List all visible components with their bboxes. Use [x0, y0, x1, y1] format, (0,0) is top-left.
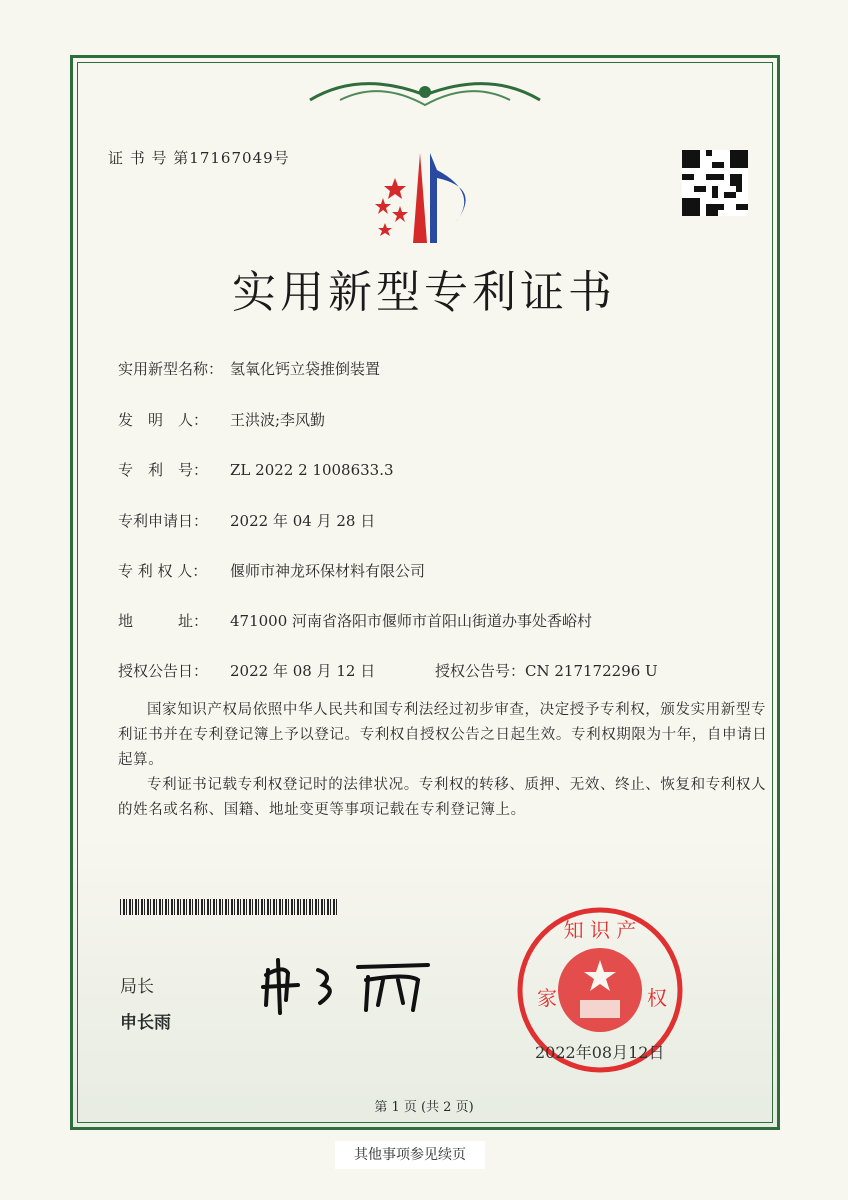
field-inventors	[118, 409, 325, 430]
field-label: 专 利 权 人：	[118, 562, 208, 580]
top-ornament-icon	[300, 70, 550, 110]
legal-statement	[118, 698, 778, 823]
paragraph: 国家知识产权局依照中华人民共和国专利法经过初步审查，决定授予专利权，颁发实用新型专利证书并在专利登记簿上予以登记。专利权自授权公告之日起生效。专利权期限为十年，自申请日起算。	[118, 702, 768, 768]
field-value: 王洪波;李风勤	[230, 411, 326, 429]
field-label: 授权公告号：	[435, 662, 526, 680]
field-value: 2022 年 08 月 12 日	[230, 662, 376, 680]
field-value: CN 217172296 U	[525, 662, 658, 680]
field-utility-model-name	[118, 358, 380, 379]
qr-code-icon	[682, 150, 748, 216]
field-label: 地 址：	[118, 612, 209, 630]
field-value: 2022 年 04 月 28 日	[230, 512, 376, 530]
director-name: 申长雨	[120, 1013, 171, 1033]
field-value: 偃师市神龙环保材料有限公司	[230, 562, 426, 580]
field-patent-number	[118, 459, 394, 480]
field-value: 氢氧化钙立袋推倒装置	[230, 360, 381, 378]
field-announcement-number	[435, 660, 658, 681]
barcode-icon	[120, 899, 338, 915]
seal-text: 知 识 产	[563, 918, 637, 942]
field-application-date	[118, 510, 375, 531]
signature-icon	[258, 955, 438, 1015]
field-label: 发 明 人：	[118, 411, 209, 429]
field-value: 471000 河南省洛阳市偃师市首阳山街道办事处香峪村	[230, 612, 593, 630]
page-indicator: 第 1 页 (共 2 页)	[374, 1100, 474, 1115]
svg-text:家: 家	[537, 986, 557, 1010]
field-grant-date	[118, 660, 375, 681]
field-label: 授权公告日：	[118, 662, 209, 680]
director-title: 局长	[120, 977, 154, 997]
certificate-number: 证 书 号 第17167049号	[108, 149, 290, 167]
field-patentee	[118, 560, 425, 581]
field-label: 实用新型名称：	[118, 360, 224, 378]
field-label: 专 利 号：	[118, 461, 209, 479]
cnipa-logo-icon	[365, 148, 490, 248]
document-title: 实用新型专利证书	[232, 267, 616, 318]
paragraph: 专利证书记载专利权登记时的法律状况。专利权的转移、质押、无效、终止、恢复和专利权人的姓名或名称、国籍、地址变更等事项记载在专利登记簿上。	[118, 777, 767, 818]
field-value: ZL 2022 2 1008633.3	[230, 461, 394, 479]
seal-date: 2022年08月12日	[535, 1043, 665, 1062]
field-label: 专利申请日：	[118, 512, 209, 530]
field-address	[118, 610, 592, 631]
footer-note: 其他事项参见续页	[335, 1141, 485, 1169]
svg-text:权: 权	[647, 986, 667, 1010]
